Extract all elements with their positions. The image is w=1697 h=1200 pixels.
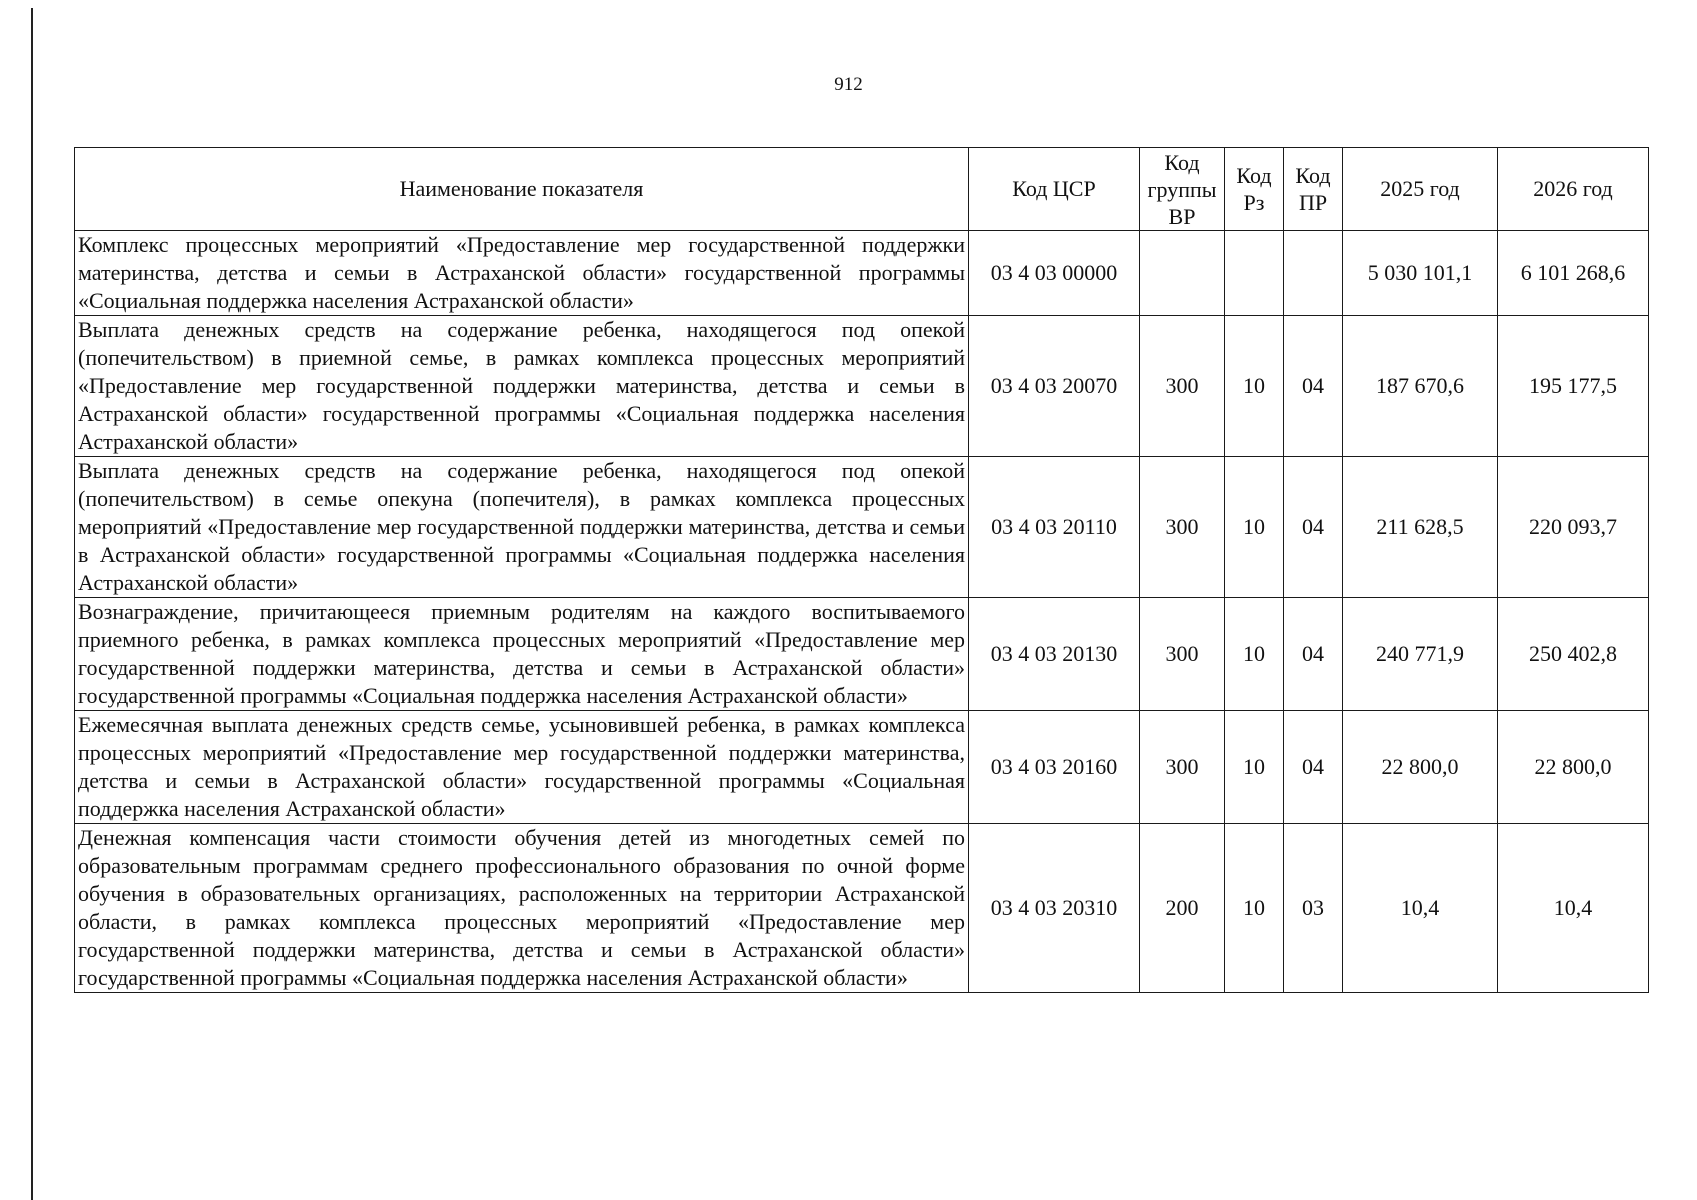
row-2025: 211 628,5	[1343, 457, 1498, 598]
row-vr: 300	[1140, 598, 1225, 711]
row-2025: 22 800,0	[1343, 711, 1498, 824]
row-2025: 187 670,6	[1343, 316, 1498, 457]
row-2025: 240 771,9	[1343, 598, 1498, 711]
row-rz: 10	[1225, 711, 1284, 824]
header-2026: 2026 год	[1498, 148, 1649, 231]
row-vr	[1140, 231, 1225, 316]
row-csr: 03 4 03 20130	[969, 598, 1140, 711]
table-row	[75, 711, 1649, 824]
row-rz: 10	[1225, 316, 1284, 457]
row-2026: 22 800,0	[1498, 711, 1649, 824]
row-csr: 03 4 03 20160	[969, 711, 1140, 824]
table-row	[75, 824, 1649, 993]
page-number: 912	[834, 74, 863, 95]
table-row	[75, 457, 1649, 598]
row-csr: 03 4 03 20310	[969, 824, 1140, 993]
row-vr: 200	[1140, 824, 1225, 993]
row-name: Выплата денежных средств на содержание ребенка, находящегося под опекой (попечительством) в семье опекуна (попечителя), в рамках комплекса процессных мероприятий «Предоставление мер государственной поддержки материнства, детства и семьи в Астраханской области» государственной программы «Социальная поддержка населения Астраханской области»	[75, 457, 969, 598]
row-2025: 5 030 101,1	[1343, 231, 1498, 316]
row-pr: 04	[1284, 316, 1343, 457]
row-name: Вознаграждение, причитающееся приемным родителям на каждого воспитываемого приемного ребенка, в рамках комплекса процессных мероприятий «Предоставление мер государственной поддержки материнства, детства и семьи в Астраханской области» государственной программы «Социальная поддержка населения Астраханской области»	[75, 598, 969, 711]
table-header-row	[75, 148, 1649, 231]
row-csr: 03 4 03 20110	[969, 457, 1140, 598]
row-2026: 220 093,7	[1498, 457, 1649, 598]
row-rz: 10	[1225, 457, 1284, 598]
budget-table	[74, 147, 1649, 993]
table-row	[75, 316, 1649, 457]
left-margin-line	[31, 8, 33, 1200]
table-row	[75, 598, 1649, 711]
header-pr: Код ПР	[1284, 148, 1343, 231]
row-pr: 03	[1284, 824, 1343, 993]
row-name: Денежная компенсация части стоимости обучения детей из многодетных семей по образовательным программам среднего профессионального образования по очной форме обучения в образовательных организациях, расположенных на территории Астраханской области, в рамках комплекса процессных мероприятий «Предоставление мер государственной поддержки материнства, детства и семьи в Астраханской области» государственной программы «Социальная поддержка населения Астраханской области»	[75, 824, 969, 993]
row-pr: 04	[1284, 457, 1343, 598]
row-2026: 195 177,5	[1498, 316, 1649, 457]
header-vr: Код группы ВР	[1140, 148, 1225, 231]
row-pr: 04	[1284, 711, 1343, 824]
row-vr: 300	[1140, 711, 1225, 824]
row-2025: 10,4	[1343, 824, 1498, 993]
row-name: Комплекс процессных мероприятий «Предоставление мер государственной поддержки материнства, детства и семьи в Астраханской области» государственной программы «Социальная поддержка населения Астраханской области»	[75, 231, 969, 316]
row-vr: 300	[1140, 457, 1225, 598]
row-2026: 250 402,8	[1498, 598, 1649, 711]
row-pr: 04	[1284, 598, 1343, 711]
row-vr: 300	[1140, 316, 1225, 457]
row-csr: 03 4 03 20070	[969, 316, 1140, 457]
row-pr	[1284, 231, 1343, 316]
header-rz: Код Рз	[1225, 148, 1284, 231]
header-csr: Код ЦСР	[969, 148, 1140, 231]
table-row	[75, 231, 1649, 316]
header-2025: 2025 год	[1343, 148, 1498, 231]
row-rz: 10	[1225, 598, 1284, 711]
header-name: Наименование показателя	[75, 148, 969, 231]
row-2026: 6 101 268,6	[1498, 231, 1649, 316]
row-csr: 03 4 03 00000	[969, 231, 1140, 316]
row-rz: 10	[1225, 824, 1284, 993]
row-rz	[1225, 231, 1284, 316]
row-name: Ежемесячная выплата денежных средств семье, усыновившей ребенка, в рамках комплекса процессных мероприятий «Предоставление мер государственной поддержки материнства, детства и семьи в Астраханской области» государственной программы «Социальная поддержка населения Астраханской области»	[75, 711, 969, 824]
row-name: Выплата денежных средств на содержание ребенка, находящегося под опекой (попечительством) в приемной семье, в рамках комплекса процессных мероприятий «Предоставление мер государственной поддержки материнства, детства и семьи в Астраханской области» государственной программы «Социальная поддержка населения Астраханской области»	[75, 316, 969, 457]
row-2026: 10,4	[1498, 824, 1649, 993]
